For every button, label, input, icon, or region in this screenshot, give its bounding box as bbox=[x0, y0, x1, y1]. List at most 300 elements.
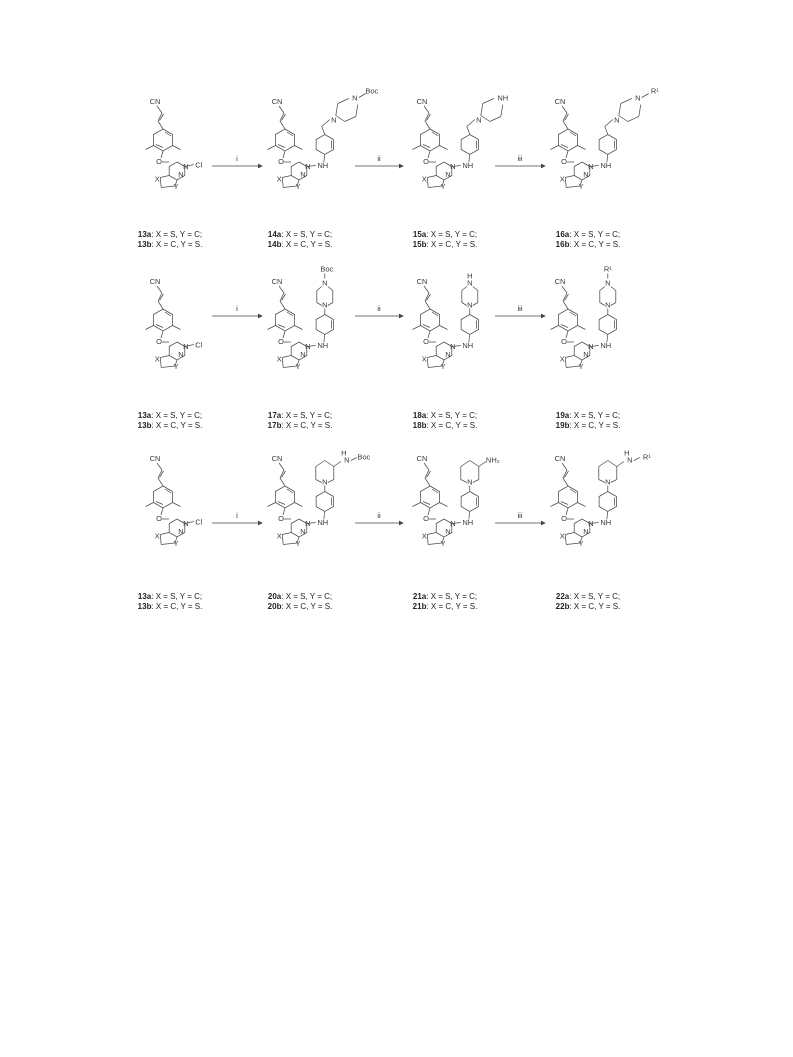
piperidine-bond bbox=[325, 461, 334, 467]
heteroatom-y: Y bbox=[295, 539, 301, 548]
methyl-bond bbox=[173, 503, 181, 507]
aromatic-bond bbox=[570, 132, 576, 136]
vinyl-bond bbox=[158, 478, 163, 486]
aromatic-bond bbox=[432, 132, 438, 136]
methyl-bond bbox=[267, 326, 275, 330]
heteroatom-x: X bbox=[559, 174, 565, 184]
methyl-bond bbox=[412, 326, 420, 330]
vinyl-bond bbox=[280, 301, 285, 309]
pyrimidine-n: N bbox=[450, 342, 456, 351]
piperidine-bond bbox=[599, 480, 605, 483]
pyrimidine-n: N bbox=[583, 527, 589, 536]
dimethylphenyl-ring bbox=[420, 129, 439, 151]
heteroatom-y: Y bbox=[440, 539, 446, 548]
aromatic-bond bbox=[561, 325, 568, 328]
piperidine-bond bbox=[611, 480, 617, 483]
amino-n: N bbox=[627, 455, 633, 465]
pyrimidine-n: N bbox=[445, 170, 451, 179]
amino-group: NH₂ bbox=[485, 455, 500, 465]
compound-label-a: 13a: X = S, Y = C; bbox=[137, 592, 203, 601]
r1-group: R¹ bbox=[603, 264, 612, 274]
methyl-bond bbox=[295, 326, 303, 330]
thiophene-bond bbox=[427, 535, 428, 545]
nitrile-bond bbox=[424, 286, 429, 293]
piperazine-h: H bbox=[467, 271, 473, 281]
reaction-step-2 bbox=[355, 154, 403, 166]
amino-h: H bbox=[624, 448, 630, 458]
nitrile-group: CN bbox=[149, 454, 161, 463]
piperazine-bond bbox=[328, 303, 333, 306]
boc-group: Boc bbox=[365, 86, 379, 96]
thiophene-bond bbox=[160, 356, 169, 358]
thiophene-bond bbox=[565, 356, 574, 358]
reagent-label: iii bbox=[517, 304, 523, 313]
chlorine-atom: Cl bbox=[195, 160, 203, 170]
piperazine-bond bbox=[317, 287, 322, 291]
heteroatom-y: Y bbox=[295, 182, 301, 191]
thiophene-bond bbox=[282, 178, 283, 188]
vinyl-bond bbox=[158, 121, 163, 129]
piperidine-bond bbox=[473, 480, 479, 483]
aromatic-bond bbox=[156, 325, 163, 328]
piperidine-bond bbox=[461, 480, 467, 483]
ether-oxygen: O bbox=[278, 157, 284, 166]
aniline-nh: NH bbox=[462, 518, 474, 527]
piperazine-bond bbox=[611, 303, 616, 306]
methylene-bond bbox=[322, 120, 330, 127]
aniline-nh: NH bbox=[600, 341, 612, 350]
reaction-step-1 bbox=[212, 511, 262, 523]
reaction-step-2 bbox=[355, 304, 403, 316]
thiophene-bond bbox=[427, 358, 428, 368]
piperazine-bond bbox=[462, 287, 467, 291]
piperazine-bond bbox=[338, 99, 349, 104]
boc-group: Boc bbox=[357, 452, 371, 462]
heteroatom-x: X bbox=[421, 354, 427, 364]
compound-20 bbox=[267, 449, 370, 612]
amino-h: H bbox=[341, 448, 347, 458]
compound-label-b: 18b: X = C, Y = S. bbox=[412, 421, 478, 430]
reaction-step-2 bbox=[355, 511, 403, 523]
aniline-nh: NH bbox=[600, 518, 612, 527]
reaction-step-3 bbox=[495, 511, 545, 523]
pyrimidine-n: N bbox=[305, 519, 311, 528]
nitrile-bond bbox=[157, 286, 162, 293]
aromatic-bond bbox=[165, 312, 171, 316]
amino-bond bbox=[617, 462, 624, 467]
thiophene-bond bbox=[565, 176, 574, 178]
nitrile-bond bbox=[279, 463, 284, 470]
piperazine-n-top: N bbox=[635, 93, 641, 103]
nitrile-group: CN bbox=[271, 97, 283, 106]
compound-22 bbox=[550, 449, 651, 612]
aniline-nh: NH bbox=[317, 161, 329, 170]
reagent-label: ii bbox=[377, 511, 381, 520]
phenyl-ring bbox=[461, 492, 478, 512]
pyrimidine-n: N bbox=[183, 519, 189, 528]
aromatic-bond bbox=[423, 145, 430, 148]
compound-label-a: 14a: X = S, Y = C; bbox=[267, 230, 333, 239]
pyrimidine-n: N bbox=[450, 162, 456, 171]
dimethylphenyl-ring bbox=[420, 486, 439, 508]
vinyl-bond bbox=[563, 301, 568, 309]
aromatic-bond bbox=[423, 502, 430, 505]
heteroatom-y: Y bbox=[440, 182, 446, 191]
methyl-bond bbox=[267, 503, 275, 507]
dimethylphenyl-ring bbox=[558, 486, 577, 508]
compound-16 bbox=[550, 87, 659, 250]
methyl-bond bbox=[145, 326, 153, 330]
dimethylphenyl-ring bbox=[153, 486, 172, 508]
ether-oxygen: O bbox=[423, 337, 429, 346]
dimethylphenyl-ring bbox=[153, 129, 172, 151]
heteroatom-x: X bbox=[154, 531, 160, 541]
ether-oxygen: O bbox=[561, 514, 567, 523]
nitrile-group: CN bbox=[416, 454, 428, 463]
ether-oxygen: O bbox=[278, 337, 284, 346]
piperazine-bond bbox=[462, 303, 467, 306]
methyl-bond bbox=[412, 146, 420, 150]
thiophene-bond bbox=[160, 533, 169, 535]
compound-label-b: 13b: X = C, Y = S. bbox=[137, 602, 203, 611]
compound-label-b: 19b: X = C, Y = S. bbox=[555, 421, 621, 430]
scheme-row-2 bbox=[138, 265, 621, 431]
thiophene-bond bbox=[427, 533, 436, 535]
aromatic-bond bbox=[561, 502, 568, 505]
dimethylphenyl-ring bbox=[275, 129, 294, 151]
piperazine-bond bbox=[317, 303, 322, 306]
compound-13 bbox=[138, 454, 203, 611]
nitrile-bond bbox=[424, 106, 429, 113]
piperazine-bond bbox=[639, 105, 641, 117]
compound-13 bbox=[138, 277, 203, 430]
pyrimidine-n: N bbox=[305, 162, 311, 171]
thiophene-bond bbox=[282, 176, 291, 178]
phenyl-ring bbox=[316, 492, 333, 512]
chlorine-atom: Cl bbox=[195, 517, 203, 527]
phenyl-ring bbox=[316, 315, 333, 335]
compound-18 bbox=[412, 272, 478, 431]
piperazine-n: N bbox=[605, 300, 611, 310]
ether-oxygen: O bbox=[423, 514, 429, 523]
piperazine-bond bbox=[501, 105, 503, 117]
compound-label-a: 16a: X = S, Y = C; bbox=[555, 230, 621, 239]
methyl-bond bbox=[440, 503, 448, 507]
pyrimidine-n: N bbox=[300, 350, 306, 359]
methyl-bond bbox=[295, 503, 303, 507]
heteroatom-y: Y bbox=[173, 362, 179, 371]
ether-oxygen: O bbox=[561, 337, 567, 346]
nitrile-group: CN bbox=[271, 454, 283, 463]
compound-label-b: 20b: X = C, Y = S. bbox=[267, 602, 333, 611]
methyl-bond bbox=[550, 146, 558, 150]
aromatic-bond bbox=[287, 489, 293, 493]
ether-oxygen: O bbox=[156, 337, 162, 346]
piperidine-bond bbox=[316, 461, 325, 467]
pyrimidine-n: N bbox=[445, 350, 451, 359]
substituent-bond bbox=[634, 458, 640, 461]
reaction-step-3 bbox=[495, 304, 545, 316]
dimethylphenyl-ring bbox=[275, 486, 294, 508]
scheme-row-1 bbox=[138, 87, 660, 250]
piperazine-n: N bbox=[467, 300, 473, 310]
reaction-step-1 bbox=[212, 154, 262, 166]
thiophene-bond bbox=[565, 358, 566, 368]
nitrile-group: CN bbox=[149, 97, 161, 106]
nitrile-group: CN bbox=[554, 97, 566, 106]
piperazine-bond bbox=[490, 117, 501, 122]
compound-label-b: 13b: X = C, Y = S. bbox=[137, 421, 203, 430]
compound-label-a: 18a: X = S, Y = C; bbox=[412, 411, 478, 420]
nitrile-group: CN bbox=[554, 454, 566, 463]
vinyl-bond bbox=[425, 121, 430, 129]
amino-bond bbox=[334, 462, 341, 467]
methyl-bond bbox=[267, 146, 275, 150]
piperidine-bond bbox=[608, 461, 617, 467]
piperazine-n: N bbox=[476, 115, 482, 125]
heteroatom-x: X bbox=[276, 354, 282, 364]
heteroatom-x: X bbox=[559, 531, 565, 541]
substituent-bond bbox=[642, 94, 649, 98]
heteroatom-x: X bbox=[276, 531, 282, 541]
piperidine-n: N bbox=[322, 477, 328, 487]
compound-label-b: 22b: X = C, Y = S. bbox=[555, 602, 621, 611]
reagent-label: i bbox=[236, 511, 238, 520]
aromatic-bond bbox=[156, 502, 163, 505]
aromatic-bond bbox=[278, 325, 285, 328]
compound-label-a: 21a: X = S, Y = C; bbox=[412, 592, 478, 601]
piperazine-bond bbox=[481, 104, 483, 116]
methylene-bond bbox=[605, 127, 608, 135]
piperazine-n: N bbox=[614, 115, 620, 125]
thiophene-bond bbox=[565, 533, 574, 535]
thiophene-bond bbox=[282, 533, 291, 535]
nitrile-bond bbox=[562, 286, 567, 293]
vinyl-bond bbox=[425, 478, 430, 486]
piperazine-n-top: N bbox=[467, 278, 473, 288]
compound-label-b: 16b: X = C, Y = S. bbox=[555, 240, 621, 249]
scheme-row-3 bbox=[138, 449, 652, 612]
aromatic-bond bbox=[278, 145, 285, 148]
piperidine-bond bbox=[316, 480, 322, 483]
compound-label-b: 17b: X = C, Y = S. bbox=[267, 421, 333, 430]
piperazine-bond bbox=[619, 104, 621, 116]
piperidine-bond bbox=[328, 480, 334, 483]
heteroatom-y: Y bbox=[173, 182, 179, 191]
thiophene-bond bbox=[160, 176, 169, 178]
compound-label-b: 13b: X = C, Y = S. bbox=[137, 240, 203, 249]
pyrimidine-n: N bbox=[300, 170, 306, 179]
pyrimidine-n: N bbox=[588, 519, 594, 528]
pyrimidine-n: N bbox=[588, 162, 594, 171]
piperazine-bond bbox=[336, 104, 338, 116]
heteroatom-x: X bbox=[276, 174, 282, 184]
compound-label-a: 13a: X = S, Y = C; bbox=[137, 411, 203, 420]
methyl-bond bbox=[412, 503, 420, 507]
piperazine-bond bbox=[621, 99, 632, 104]
compound-17 bbox=[267, 265, 333, 431]
reaction-step-3 bbox=[495, 154, 545, 166]
aniline-nh: NH bbox=[462, 161, 474, 170]
compound-label-a: 17a: X = S, Y = C; bbox=[267, 411, 333, 420]
piperazine-n-top: N bbox=[322, 278, 328, 288]
piperazine-bond bbox=[473, 287, 478, 291]
compound-14 bbox=[267, 87, 378, 250]
methylene-bond bbox=[467, 120, 475, 127]
pyrimidine-n: N bbox=[183, 342, 189, 351]
piperazine-bond bbox=[336, 116, 345, 122]
piperazine-n: N bbox=[322, 300, 328, 310]
reagent-label: iii bbox=[517, 154, 523, 163]
pyrimidine-n: N bbox=[178, 350, 184, 359]
dimethylphenyl-ring bbox=[275, 309, 294, 331]
piperazine-n-top: N bbox=[352, 93, 358, 103]
heteroatom-y: Y bbox=[440, 362, 446, 371]
compound-13 bbox=[138, 97, 203, 249]
methyl-bond bbox=[145, 146, 153, 150]
methyl-bond bbox=[295, 146, 303, 150]
heteroatom-y: Y bbox=[578, 362, 584, 371]
amino-bond bbox=[479, 462, 486, 467]
methyl-bond bbox=[550, 326, 558, 330]
pyrimidine-n: N bbox=[300, 527, 306, 536]
aromatic-bond bbox=[570, 489, 576, 493]
ether-oxygen: O bbox=[156, 514, 162, 523]
pyrimidine-n: N bbox=[583, 350, 589, 359]
methyl-bond bbox=[440, 326, 448, 330]
vinyl-bond bbox=[425, 301, 430, 309]
piperazine-bond bbox=[481, 116, 490, 122]
pyrimidine-n: N bbox=[178, 170, 184, 179]
aromatic-bond bbox=[165, 132, 171, 136]
thiophene-bond bbox=[427, 356, 436, 358]
methyl-bond bbox=[578, 326, 586, 330]
piperidine-bond bbox=[599, 461, 608, 467]
pyrimidine-n: N bbox=[178, 527, 184, 536]
thiophene-bond bbox=[160, 178, 161, 188]
piperazine-n: N bbox=[331, 115, 337, 125]
heteroatom-x: X bbox=[154, 354, 160, 364]
piperazine-bond bbox=[473, 303, 478, 306]
ether-oxygen: O bbox=[156, 157, 162, 166]
methyl-bond bbox=[173, 146, 181, 150]
nitrile-group: CN bbox=[416, 97, 428, 106]
nitrile-group: CN bbox=[554, 277, 566, 286]
thiophene-bond bbox=[160, 535, 161, 545]
reagent-label: i bbox=[236, 154, 238, 163]
nitrile-bond bbox=[157, 106, 162, 113]
thiophene-bond bbox=[565, 178, 566, 188]
aniline-nh: NH bbox=[600, 161, 612, 170]
piperidine-bond bbox=[470, 461, 479, 467]
nitrile-group: CN bbox=[416, 277, 428, 286]
compound-21 bbox=[412, 454, 499, 611]
phenyl-ring bbox=[599, 492, 616, 512]
compound-label-b: 14b: X = C, Y = S. bbox=[267, 240, 333, 249]
pyrimidine-n: N bbox=[183, 162, 189, 171]
methyl-bond bbox=[440, 146, 448, 150]
dimethylphenyl-ring bbox=[558, 129, 577, 151]
heteroatom-x: X bbox=[154, 174, 160, 184]
aromatic-bond bbox=[423, 325, 430, 328]
pyrimidine-n: N bbox=[588, 342, 594, 351]
aromatic-bond bbox=[570, 312, 576, 316]
methylene-bond bbox=[322, 127, 325, 135]
thiophene-bond bbox=[565, 535, 566, 545]
chlorine-atom: Cl bbox=[195, 340, 203, 350]
compound-label-a: 22a: X = S, Y = C; bbox=[555, 592, 621, 601]
aromatic-bond bbox=[287, 132, 293, 136]
heteroatom-y: Y bbox=[173, 539, 179, 548]
aromatic-bond bbox=[156, 145, 163, 148]
thiophene-bond bbox=[282, 356, 291, 358]
aniline-nh: NH bbox=[317, 518, 329, 527]
thiophene-bond bbox=[282, 535, 283, 545]
heteroatom-y: Y bbox=[578, 182, 584, 191]
substituent-bond bbox=[351, 458, 357, 461]
nitrile-group: CN bbox=[149, 277, 161, 286]
compound-15 bbox=[412, 94, 508, 250]
piperidine-n: N bbox=[605, 477, 611, 487]
nitrile-bond bbox=[424, 463, 429, 470]
aromatic-bond bbox=[561, 145, 568, 148]
aromatic-bond bbox=[287, 312, 293, 316]
vinyl-bond bbox=[280, 478, 285, 486]
aniline-nh: NH bbox=[462, 341, 474, 350]
reagent-label: i bbox=[236, 304, 238, 313]
pyrimidine-n: N bbox=[305, 342, 311, 351]
boc-group: Boc bbox=[320, 264, 334, 274]
vinyl-bond bbox=[563, 121, 568, 129]
ether-oxygen: O bbox=[423, 157, 429, 166]
compound-label-b: 15b: X = C, Y = S. bbox=[412, 240, 478, 249]
piperazine-bond bbox=[328, 287, 333, 291]
phenyl-ring bbox=[599, 135, 616, 155]
nitrile-group: CN bbox=[271, 277, 283, 286]
heteroatom-x: X bbox=[421, 174, 427, 184]
heteroatom-y: Y bbox=[578, 539, 584, 548]
amino-n: N bbox=[344, 455, 350, 465]
piperidine-n: N bbox=[467, 477, 473, 487]
aromatic-bond bbox=[165, 489, 171, 493]
heteroatom-x: X bbox=[559, 354, 565, 364]
ether-oxygen: O bbox=[561, 157, 567, 166]
piperazine-bond bbox=[483, 99, 494, 104]
thiophene-bond bbox=[282, 358, 283, 368]
piperazine-bond bbox=[356, 105, 358, 117]
piperazine-bond bbox=[628, 117, 639, 122]
compound-label-a: 13a: X = S, Y = C; bbox=[137, 230, 203, 239]
aromatic-bond bbox=[278, 502, 285, 505]
piperazine-bond bbox=[600, 303, 605, 306]
compound-label-a: 15a: X = S, Y = C; bbox=[412, 230, 478, 239]
phenyl-ring bbox=[461, 315, 478, 335]
ether-oxygen: O bbox=[278, 514, 284, 523]
piperazine-bond bbox=[345, 117, 356, 122]
piperazine-bond bbox=[600, 287, 605, 291]
vinyl-bond bbox=[563, 478, 568, 486]
nitrile-bond bbox=[562, 106, 567, 113]
nitrile-bond bbox=[279, 106, 284, 113]
dimethylphenyl-ring bbox=[153, 309, 172, 331]
reagent-label: iii bbox=[517, 511, 523, 520]
aniline-nh: NH bbox=[317, 341, 329, 350]
r1-group: R¹ bbox=[642, 452, 651, 462]
pyrimidine-n: N bbox=[450, 519, 456, 528]
methylene-bond bbox=[467, 127, 470, 135]
piperazine-n-top: N bbox=[605, 278, 611, 288]
vinyl-bond bbox=[158, 301, 163, 309]
